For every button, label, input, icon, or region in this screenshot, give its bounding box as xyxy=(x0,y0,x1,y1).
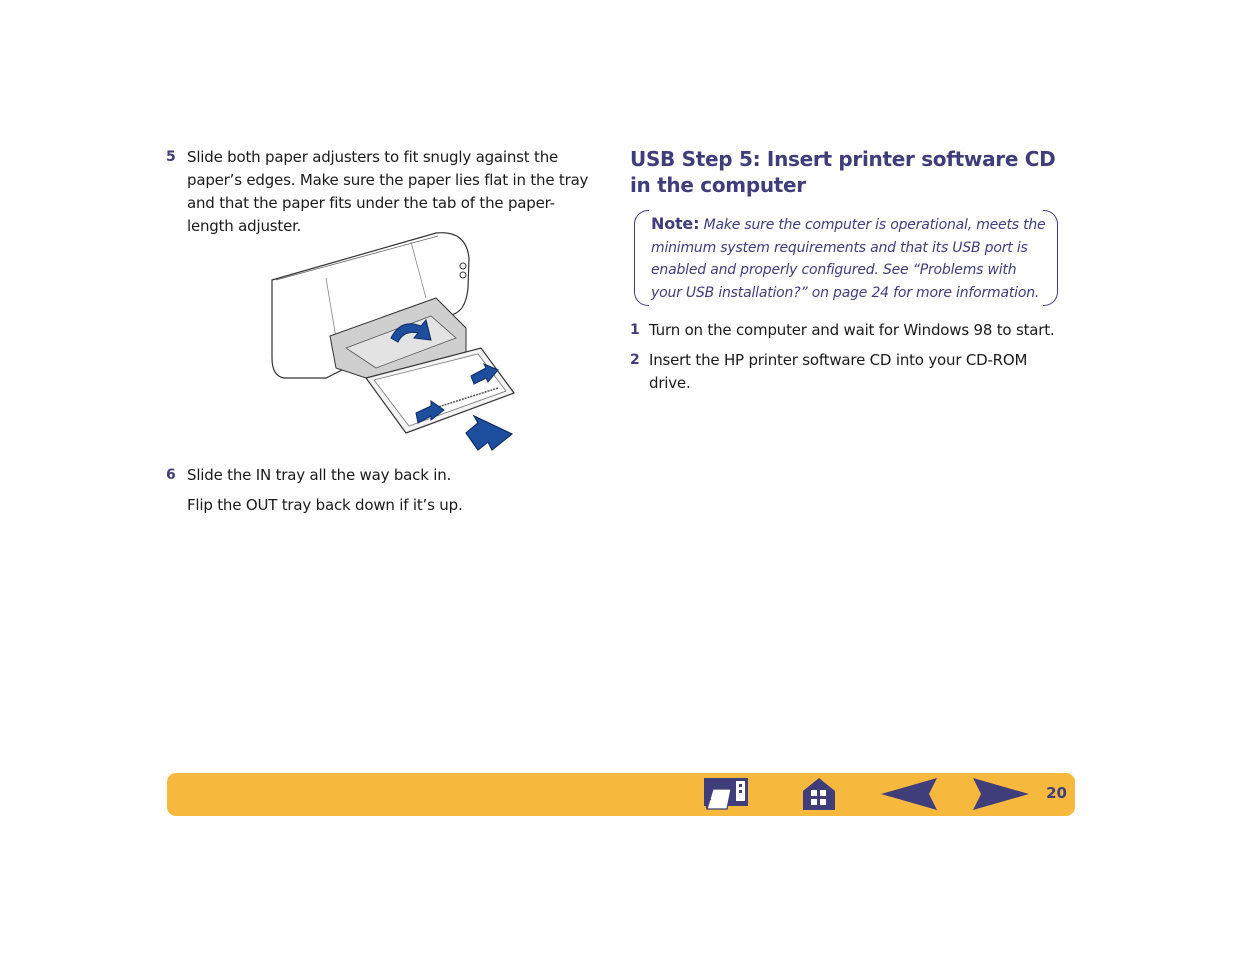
note-label: Note: xyxy=(651,214,700,233)
home-icon[interactable] xyxy=(801,777,837,811)
step-text: Turn on the computer and wait for Windows 98 to start. xyxy=(649,321,1055,339)
section-heading: USB Step 5: Insert printer software CD in the computer xyxy=(630,147,1056,197)
step-number: 6 xyxy=(166,467,176,483)
page-number: 20 xyxy=(1046,784,1067,802)
right-column xyxy=(630,146,1070,392)
note-text: Make sure the computer is operational, meets the minimum system requirements and that its USB port is enabled and properly configured. See “Problems with your USB installation?” on page 24 for more information. xyxy=(651,217,1046,301)
note-box xyxy=(634,210,1058,306)
step-number: 2 xyxy=(630,352,640,368)
step-6 xyxy=(166,464,596,487)
step-6-subtext: Flip the OUT tray back down if it’s up. xyxy=(187,496,463,514)
step-text: Insert the HP printer software CD into your CD-ROM drive. xyxy=(649,351,1028,392)
step-number: 5 xyxy=(166,149,176,165)
step-2 xyxy=(630,349,1070,395)
step-number: 1 xyxy=(630,322,640,338)
previous-page-icon[interactable] xyxy=(879,777,939,811)
steps-list xyxy=(630,319,1070,402)
left-column xyxy=(166,146,596,514)
printer-illustration xyxy=(266,228,516,458)
print-icon[interactable] xyxy=(703,777,749,811)
navigation-bar xyxy=(167,773,1075,816)
step-6-block xyxy=(166,464,596,517)
note-bracket-right xyxy=(1043,210,1058,306)
step-text: Slide the IN tray all the way back in. xyxy=(187,466,452,484)
note-bracket-left xyxy=(634,210,649,306)
next-page-icon[interactable] xyxy=(971,777,1031,811)
step-text: Slide both paper adjusters to fit snugly against the paper’s edges. Make sure the paper lies flat in the tray and that the paper fits under the tab of the paper-length adjuster. xyxy=(187,148,589,235)
step-5 xyxy=(166,146,596,238)
step-1 xyxy=(630,319,1070,342)
